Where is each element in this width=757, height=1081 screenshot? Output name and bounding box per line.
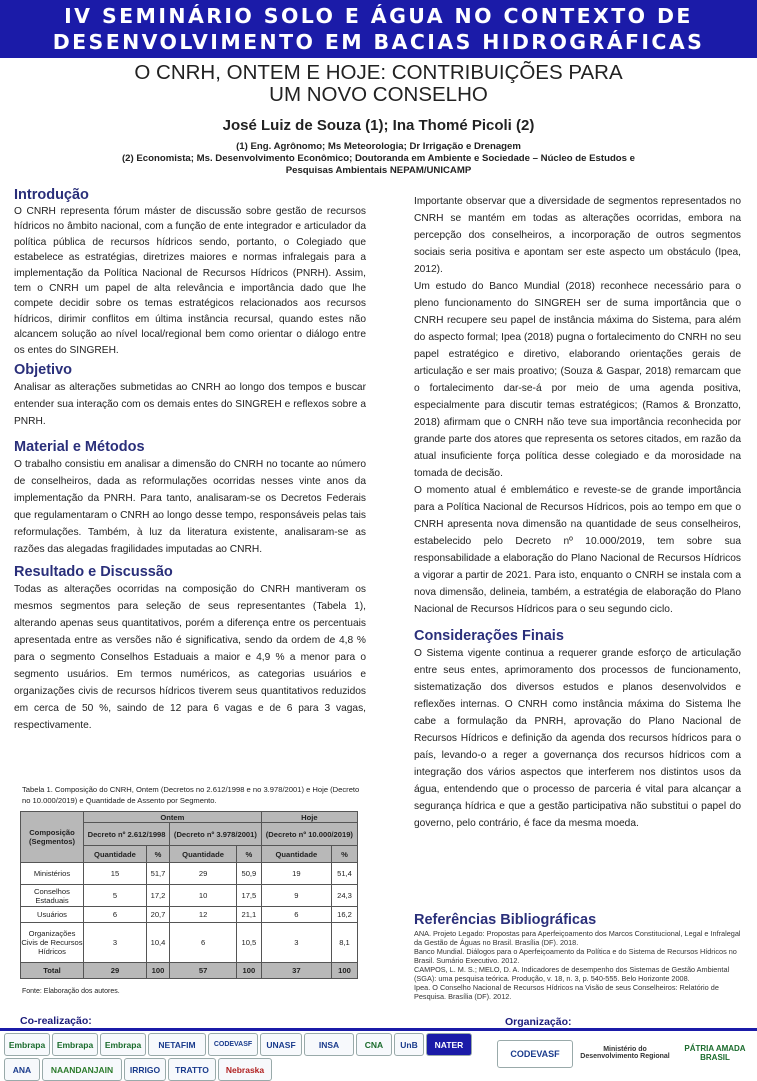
cell-segment: Usuários: [21, 907, 84, 923]
cell-total: 29: [84, 963, 147, 979]
reference-item: ANA. Projeto Legado: Propostas para Aperfeiçoamento dos Marcos Constitucional, Legal e Infralegal da Gestão de Águas no Brasil. Brasília (DF). 2018.: [414, 929, 741, 947]
header-decreto-2001: (Decreto nº 3.978/2001): [170, 823, 262, 846]
banner-line-1: IV SEMINÁRIO SOLO E ÁGUA NO CONTEXTO DE: [64, 4, 693, 28]
title-line-1: O CNRH, ONTEM E HOJE: CONTRIBUIÇÕES PARA: [134, 61, 623, 84]
reference-item: Banco Mundial. Diálogos para o Aperfeiçoamento da Política e do Sistema de Recursos Hídricos no Brasil. Sumário Executivo. 2012.: [414, 947, 737, 965]
cell-segment: Conselhos Estaduais: [21, 885, 84, 907]
unb-logo: UnB: [394, 1033, 424, 1056]
cell-value: 50,9: [237, 863, 262, 885]
header-quantidade: Quantidade: [84, 846, 147, 863]
cell-value: 15: [84, 863, 147, 885]
cell-value: 12: [170, 907, 237, 923]
embrapa-logo: Embrapa: [100, 1033, 146, 1056]
unasf-logo: UNASF: [260, 1033, 302, 1056]
header-composicao: Composição (Segmentos): [21, 812, 84, 863]
cell-value: 5: [84, 885, 147, 907]
cell-value: 8,1: [332, 923, 358, 963]
ministerio-logo: Ministério do Desenvolvimento Regional: [580, 1046, 670, 1060]
cell-segment: Organizações Civis de Recursos Hídricos: [21, 923, 84, 963]
affiliations: [100, 141, 657, 177]
cell-value: 9: [261, 885, 331, 907]
objetivo-text: Analisar as alterações submetidas ao CNRH ao longo dos tempos e buscar entender sua interação com os demais entes do SINGREH e reflexos sobre a PNRH.: [14, 382, 366, 428]
header-pct: %: [332, 846, 358, 863]
embrapa-logo: Embrapa: [4, 1033, 50, 1056]
section-heading-introducao: Introdução: [14, 187, 89, 203]
cell-value: 19: [261, 863, 331, 885]
reference-item: CAMPOS, L. M. S.; MELO, D. A. Indicadores de desempenho dos Sistemas de Gestão Ambiental (SGA): uma pesquisa teórica. Produção, v. 18, n. 3, p. 540-555. Belo Horizonte 2008.: [414, 965, 730, 983]
cell-total: 100: [237, 963, 262, 979]
cell-total: 100: [146, 963, 169, 979]
embrapa-logo: Embrapa: [52, 1033, 98, 1056]
authors: José Luiz de Souza (1); Ina Thomé Picoli (2): [222, 117, 535, 134]
poster-title: [0, 62, 757, 106]
cell-value: 17,5: [237, 885, 262, 907]
cell-value: 6: [261, 907, 331, 923]
cell-value: 51,7: [146, 863, 169, 885]
cell-value: 51,4: [332, 863, 358, 885]
cell-total-label: Total: [21, 963, 84, 979]
cna-logo: CNA: [356, 1033, 392, 1056]
nater-logo: NATER: [426, 1033, 472, 1056]
banner-line-2: DESENVOLVIMENTO EM BACIAS HIDROGRÁFICAS: [52, 30, 705, 54]
references: [414, 911, 744, 1001]
table-row: [21, 923, 358, 963]
right-column: [414, 193, 741, 832]
nebraska-logo: Nebraska: [218, 1058, 272, 1081]
header-ontem: Ontem: [84, 812, 262, 823]
resultado-text: Todas as alterações ocorridas na composição do CNRH mantiveram os mesmos segmentos para seleção de seus representantes (Tabela 1), alterando apenas seus quantitativos, porém a diferença entre os percentuais apresentada entre as versões não é significativa, sendo da ordem de 4,8 % para o segmento Conselhos Estaduais a maior e 4,9 % a menor para o segmento usuários. Em termos numéricos, as categorias usuários e organizações civis de recursos hídricos tiverem seus quantitativos reduzidos em cerca de 50 %, saindo de 12 para 6 vagas e de 6 para 3 vagas, respectivamente.: [14, 584, 366, 732]
organizacao-label: Organização:: [505, 1016, 572, 1028]
cell-segment: Ministérios: [21, 863, 84, 885]
insa-logo: INSA: [304, 1033, 354, 1056]
section-heading-metodos: Material e Métodos: [14, 439, 145, 456]
cell-value: 10,5: [237, 923, 262, 963]
section-heading-resultado: Resultado e Discussão: [14, 564, 173, 581]
header-pct: %: [237, 846, 262, 863]
netafim-logo: NETAFIM: [148, 1033, 206, 1056]
naandanjain-logo: NAANDANJAIN: [42, 1058, 122, 1081]
section-heading-objetivo: Objetivo: [14, 362, 73, 379]
table-caption: Tabela 1. Composição do CNRH, Ontem (Decretos no 2.612/1998 e no 3.978/2001) e Hoje (Decreto no 10.000/2019) e Quantidade de Assento por Segmento.: [22, 785, 360, 805]
header-quantidade: Quantidade: [261, 846, 331, 863]
cell-total: 57: [170, 963, 237, 979]
cell-value: 29: [170, 863, 237, 885]
ana-logo: ANA: [4, 1058, 40, 1081]
cell-total: 37: [261, 963, 331, 979]
cell-value: 10: [170, 885, 237, 907]
intro-text: O CNRH representa fórum máster de discussão sobre gestão de recursos hídricos no âmbito nacional, com a função de ente integrador e articulador da política pública de recursos hídricos sendo, portanto, o Colegiado que estabelece as estratégias, diretrizes maiores e normas infralegais para a implementação da Política Nacional de Recursos Hídricos (PNRH). Assim, tem o CNRH um papel de alta relevância e importância dado que lhe compete decidir sobre os temas estratégicos relacionados aos recursos hídricos, dirimir conflitos em última instância recursal, quando estes não alcancem solução ao nível local/regional bem como orientar o diálogo entre os entes do SINGREH.: [14, 206, 366, 356]
header-decreto-1998: Decreto nº 2.612/1998: [84, 823, 170, 846]
patria-amada-brasil-logo: PÁTRIA AMADA BRASIL: [684, 1044, 746, 1062]
cell-value: 3: [84, 923, 147, 963]
header-quantidade: Quantidade: [170, 846, 237, 863]
table-total-row: [21, 963, 358, 979]
cell-value: 3: [261, 923, 331, 963]
corealizacao-label: Co-realização:: [20, 1015, 92, 1027]
reference-item: Ipea. O Conselho Nacional de Recursos Hídricos na Visão de seus Conselheiros: Relatório de Pesquisa. Brasília (DF). 2012.: [414, 983, 719, 1001]
affiliation-1: (1) Eng. Agrônomo; Ms Meteorologia; Dr Irrigação e Drenagem: [236, 141, 521, 152]
irrigo-logo: IRRIGO: [124, 1058, 166, 1081]
cell-value: 17,2: [146, 885, 169, 907]
cell-total: 100: [332, 963, 358, 979]
corealizacao-logos: [4, 1033, 486, 1078]
event-banner: [0, 0, 757, 58]
affiliation-2: (2) Economista; Ms. Desenvolvimento Econômico; Doutoranda em Ambiente e Sociedade – Núcleo de Estudos e Pesquisas Ambientais NEPAM/UNICAMP: [121, 153, 636, 176]
table-row: [21, 885, 358, 907]
cell-value: 6: [170, 923, 237, 963]
title-line-2: UM NOVO CONSELHO: [269, 83, 488, 106]
codevasf-org-logo: CODEVASF: [497, 1040, 573, 1068]
codevasf-logo: CODEVASF: [208, 1033, 258, 1056]
header-pct: %: [146, 846, 169, 863]
header-hoje: Hoje: [261, 812, 357, 823]
cell-value: 24,3: [332, 885, 358, 907]
metodos-text: O trabalho consistiu em analisar a dimensão do CNRH no tocante ao número de conselheiros, dada as reformulações ocorridas nesses vinte anos da implementação da PNRH. Para tanto, analisaram-se os Decretos Federais que regulamentaram o CNRH ao longo desse tempo, responsáveis pelas tais reformulações. Também, à luz da literatura existente, analisaram-se as razões das alegadas fragilidades imputadas ao CNRH.: [14, 459, 366, 556]
tratto-logo: TRATTO: [168, 1058, 216, 1081]
header-decreto-2019: (Decreto nº 10.000/2019): [261, 823, 357, 846]
table-row: [21, 907, 358, 923]
footer-divider: [0, 1028, 757, 1031]
cell-value: 6: [84, 907, 147, 923]
cell-value: 16,2: [332, 907, 358, 923]
consideracoes-text: O Sistema vigente continua a requerer grande esforço de articulação entre seus entes, aprimoramento dos processos de funcionamento, sistematização dos diversos estudos e planos desenvolvidos e reflexões internas. O CNRH como instância máxima do Sistema lhe cabe a formulação da PNRH, aprovação do Plano Nacional de Recursos Hídricos e definição da agenda dos recursos hídricos para o país, levando-o a reger a governança dos recursos hídricos com a integração dos vários aspectos que interferem nos distintos usos da água, entendendo que o processo de parceria é vital para alcançar a segurança hídrica e que a gestão participativa não substitui o papel do governo, pelo contrário, é face da mesma moeda.: [414, 648, 741, 829]
section-heading-consideracoes: Considerações Finais: [414, 628, 564, 644]
section-heading-referencias: Referências Bibliográficas: [414, 912, 597, 928]
discussion-paragraph-1: Importante observar que a diversidade de segmentos representados no CNRH se mantém em todas as alterações ocorridas, embora na percepção dos conselheiros, a incorporação de outros segmentos sociais seria positiva e apontam ser este aspecto um obstáculo (Ipea, 2012).: [414, 196, 741, 275]
cell-value: 20,7: [146, 907, 169, 923]
composition-table: [20, 811, 358, 979]
table-source: Fonte: Elaboração dos autores.: [22, 988, 120, 995]
cell-value: 10,4: [146, 923, 169, 963]
discussion-paragraph-3: O momento atual é emblemático e reveste-se de grande importância para a Política Nacional de Recursos Hídricos, pois ao tempo em que o CNRH apresenta nova dimensão na quantidade de seus conselheiros, estabelecido pelo Decreto nº 10.000/2019, tem sobre sua responsabilidade a elaboração do Plano Nacional de Recursos Hídricos a vigorar a partir de 2021. Para isto, enquanto o CNRH se instala com a nova dimensão, delineia, também, a estratégia de elaboração do Plano Nacional de Recursos Hídricos para o seu segundo ciclo.: [414, 485, 741, 615]
discussion-paragraph-2: Um estudo do Banco Mundial (2018) reconhece necessário para o pleno funcionamento do SINGREH ser de suma importância que o CNRH recupere seu papel de instância máxima do Sistema, para além do aspecto formal; Ipea (2018) pugna o fortalecimento do CNRH no seu papel estratégico e diretivo, elaborando orientações gerais de articulação e ser mais proativo; (Souza & Gaspar, 2018) remarcam que o fortalecimento dar-se-á por meio de uma agenda positiva, especialmente para discutir temas estratégicos; (Ramos & Bronzatto, 2018) afirmam que o CNRH não teve sua importância reconhecida por grande parte dos atores que representa os setores citados, em razão da atual insuficiente força política desse colegiado e da morosidade na tomada de decisão.: [414, 281, 741, 479]
cell-value: 21,1: [237, 907, 262, 923]
left-column: [14, 186, 366, 734]
table-row: [21, 863, 358, 885]
